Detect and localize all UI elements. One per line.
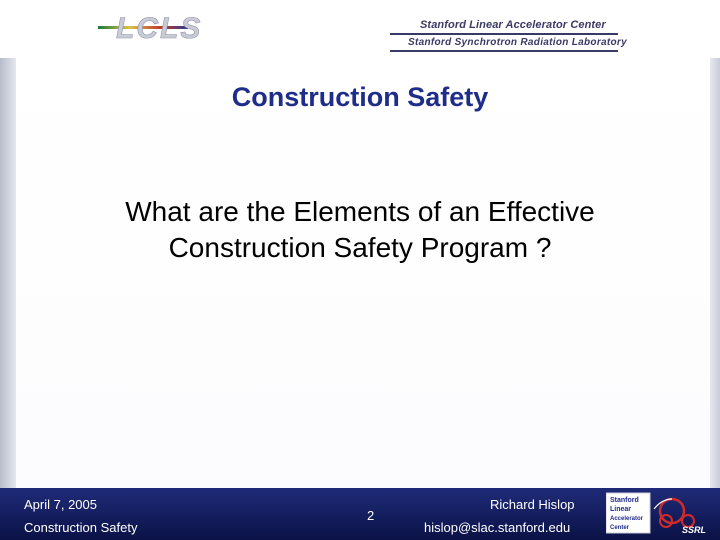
page-number: 2 xyxy=(367,508,375,523)
svg-text:Center: Center xyxy=(610,525,630,531)
svg-text:LCLS: LCLS xyxy=(116,12,203,45)
question-line-2: Construction Safety Program ? xyxy=(168,232,552,263)
footer-date: April 7, 2005 xyxy=(24,497,97,512)
question-line-1: What are the Elements of an Effective xyxy=(125,196,595,227)
footer-author: Richard Hislop xyxy=(490,497,575,512)
svg-text:SSRL: SSRL xyxy=(682,525,707,535)
footer-email: hislop@slac.stanford.edu xyxy=(424,520,571,535)
svg-text:Accelerator: Accelerator xyxy=(610,516,644,522)
slide-content-area xyxy=(16,60,710,488)
slide-footer xyxy=(0,488,720,540)
institution-ssrl: Stanford Synchrotron Radiation Laboratory xyxy=(408,37,627,48)
slide-header xyxy=(0,0,720,58)
header-rule-bottom xyxy=(390,50,618,52)
slac-ssrl-logo xyxy=(606,491,714,537)
svg-text:Stanford: Stanford xyxy=(610,497,639,504)
institution-slac: Stanford Linear Accelerator Center xyxy=(420,19,606,31)
svg-text:Linear: Linear xyxy=(610,506,632,513)
slide-title: Construction Safety xyxy=(231,82,489,112)
footer-topic: Construction Safety xyxy=(24,520,138,535)
header-rule-top xyxy=(390,33,618,35)
slide-question xyxy=(60,194,660,266)
lcls-logo xyxy=(96,6,206,48)
right-border xyxy=(710,58,720,488)
left-border xyxy=(0,58,16,488)
